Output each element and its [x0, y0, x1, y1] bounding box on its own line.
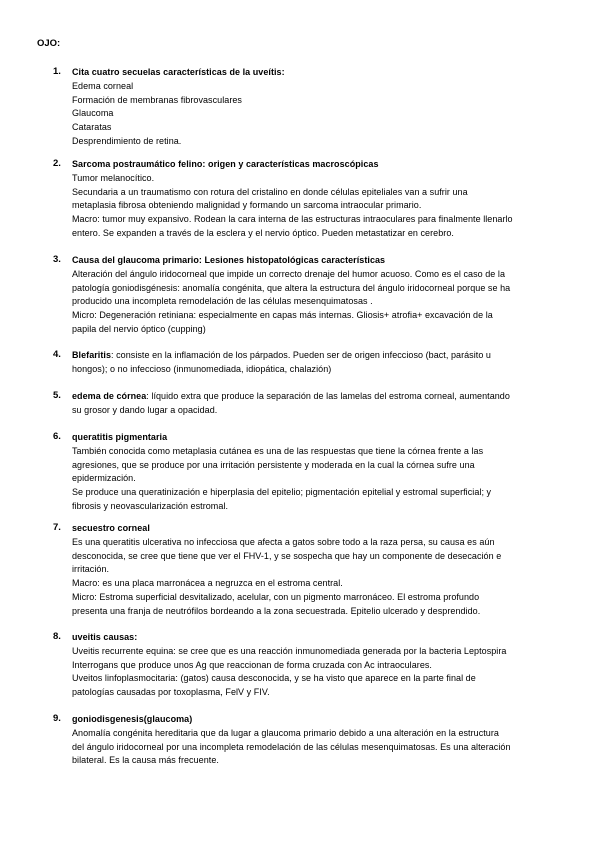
question-number: 7.	[53, 522, 61, 533]
term-label: edema de córnea	[72, 391, 147, 401]
question-number: 1.	[53, 66, 61, 77]
answer-line: papila del nervio óptico (cupping)	[72, 323, 206, 334]
answer-line: agresiones, que se produce por una irritación persistente y moderada en la cual la córnea sufre una	[72, 459, 475, 470]
question-content	[72, 349, 577, 377]
answer-line: Macro: tumor muy expansivo. Rodean la cara interna de las estructuras intraoculares para finalmente llenarlo	[72, 214, 513, 225]
question-heading: Causa del glaucoma primario: Lesiones histopatológicas características	[72, 255, 386, 265]
answer-line: producido una incompleta remodelación de las células mesenquimatosas .	[72, 296, 373, 307]
answer-line: su grosor y dando lugar a opacidad.	[72, 404, 218, 415]
answer-first-line	[72, 390, 577, 404]
question-content	[72, 522, 577, 619]
question-number: 4.	[53, 349, 61, 360]
question-content	[72, 713, 577, 768]
question-number: 9.	[53, 713, 61, 724]
answer-line: Cataratas	[72, 122, 112, 133]
question-heading: uveitis causas:	[72, 632, 138, 642]
answer-line: presenta una franja de neutrófilos bordeando a la zona secuestrada. Epitelio ulcerado y desprendido.	[72, 605, 481, 616]
answer-first-line	[72, 349, 577, 363]
answer-line: patologías causadas por toxoplasma, FelV y FIV.	[72, 687, 270, 698]
term-definition: : líquido extra que produce la separación de las lamelas del estroma corneal, aumentando	[146, 391, 510, 401]
question-heading: Cita cuatro secuelas características de la uveítis:	[72, 67, 285, 77]
answer-line: Secundaria a un traumatismo con rotura del cristalino en donde células epiteliales van a sufrir una	[72, 186, 468, 197]
answer-line: patología goniodisgénesis: anomalía congénita, que altera la estructura del ángulo iridocorneal porque se ha	[72, 282, 511, 293]
answer-line: irritación.	[72, 564, 110, 575]
answer-line: Macro: es una placa marronácea a negruzca en el estroma central.	[72, 578, 343, 589]
answer-line: entero. Se expanden a través de la esclera y el nervio óptico. Pueden metastatizar en cerebro.	[72, 227, 454, 238]
term-definition: : consiste en la inflamación de los párpados. Pueden ser de origen infeccioso (bact, parásito u	[111, 350, 491, 360]
answer-line: desconocida, se cree que tiene que ver el FHV-1, y se sospecha que hay un componente de desecación e	[72, 550, 502, 561]
question-heading: secuestro corneal	[72, 523, 150, 533]
answer-line: Interrogans que produce unos Ag que reaccionan de forma cruzada con Ac intraoculares.	[72, 659, 432, 670]
answer-line: Edema corneal	[72, 80, 134, 91]
page-title: OJO:	[37, 38, 61, 49]
answer-line: Micro: Degeneración retiniana: especialmente en capas más internas. Gliosis+ atrofia+ excavación de la	[72, 310, 493, 321]
question-content	[72, 66, 577, 149]
question-heading: goniodisgenesis(glaucoma)	[72, 714, 193, 724]
question-number: 3.	[53, 254, 61, 265]
question-content	[72, 390, 577, 418]
answer-line: Glaucoma	[72, 108, 114, 119]
question-content	[72, 158, 577, 241]
question-number: 2.	[53, 158, 61, 169]
answer-line: También conocida como metaplasia cutánea es una de las respuestas que tiene la córnea frente a las	[72, 445, 484, 456]
answer-line: metaplasia fibrosa obteniendo malignidad y formando un sarcoma intraocular primario.	[72, 200, 422, 211]
question-number: 5.	[53, 390, 61, 401]
question-content	[72, 631, 577, 700]
answer-line: fibrosis y neovascularización estromal.	[72, 500, 229, 511]
answer-line: Uveitos linfoplasmocitaria: (gatos) causa desconocida, y se ha visto que aparece en la parte final de	[72, 673, 476, 684]
question-number: 8.	[53, 631, 61, 642]
answer-line: Formación de membranas fibrovasculares	[72, 94, 242, 105]
answer-line: Micro: Estroma superficial desvitalizado, acelular, con un pigmento marronáceo. El estroma profundo	[72, 591, 480, 602]
answer-line: bilateral. Es la causa más frecuente.	[72, 755, 219, 766]
answer-line: hongos); o no infeccioso (inmunomediada, idiopática, chalazión)	[72, 363, 332, 374]
question-heading: Sarcoma postraumático felino: origen y características macroscópicas	[72, 159, 379, 169]
answer-line: del ángulo iridocorneal por una incompleta remodelación de las células mesenquimatosas. Es una alteración	[72, 741, 511, 752]
answer-line: Anomalía congénita hereditaria que da lugar a glaucoma primario debido a una alteración en la estructura	[72, 727, 499, 738]
question-content	[72, 431, 577, 514]
answer-line: Es una queratitis ulcerativa no infecciosa que afecta a gatos sobre todo a la raza persa, su causa es aún	[72, 536, 495, 547]
answer-line: Alteración del ángulo iridocorneal que impide un correcto drenaje del humor acuoso. Como es el caso de la	[72, 268, 505, 279]
term-label: Blefaritis	[72, 350, 112, 360]
answer-line: Se produce una queratinización e hiperplasia del epitelio; pigmentación epitelial y estromal superficial; y	[72, 487, 492, 498]
question-content	[72, 254, 577, 337]
answer-line: Desprendimiento de retina.	[72, 135, 182, 146]
question-number: 6.	[53, 431, 61, 442]
answer-line: epidermización.	[72, 473, 136, 484]
answer-line: Tumor melanocítico.	[72, 172, 155, 183]
question-heading: queratitis pigmentaria	[72, 432, 168, 442]
answer-line: Uveitis recurrente equina: se cree que es una reacción inmunomediada generada por la bacteria Leptospira	[72, 645, 507, 656]
